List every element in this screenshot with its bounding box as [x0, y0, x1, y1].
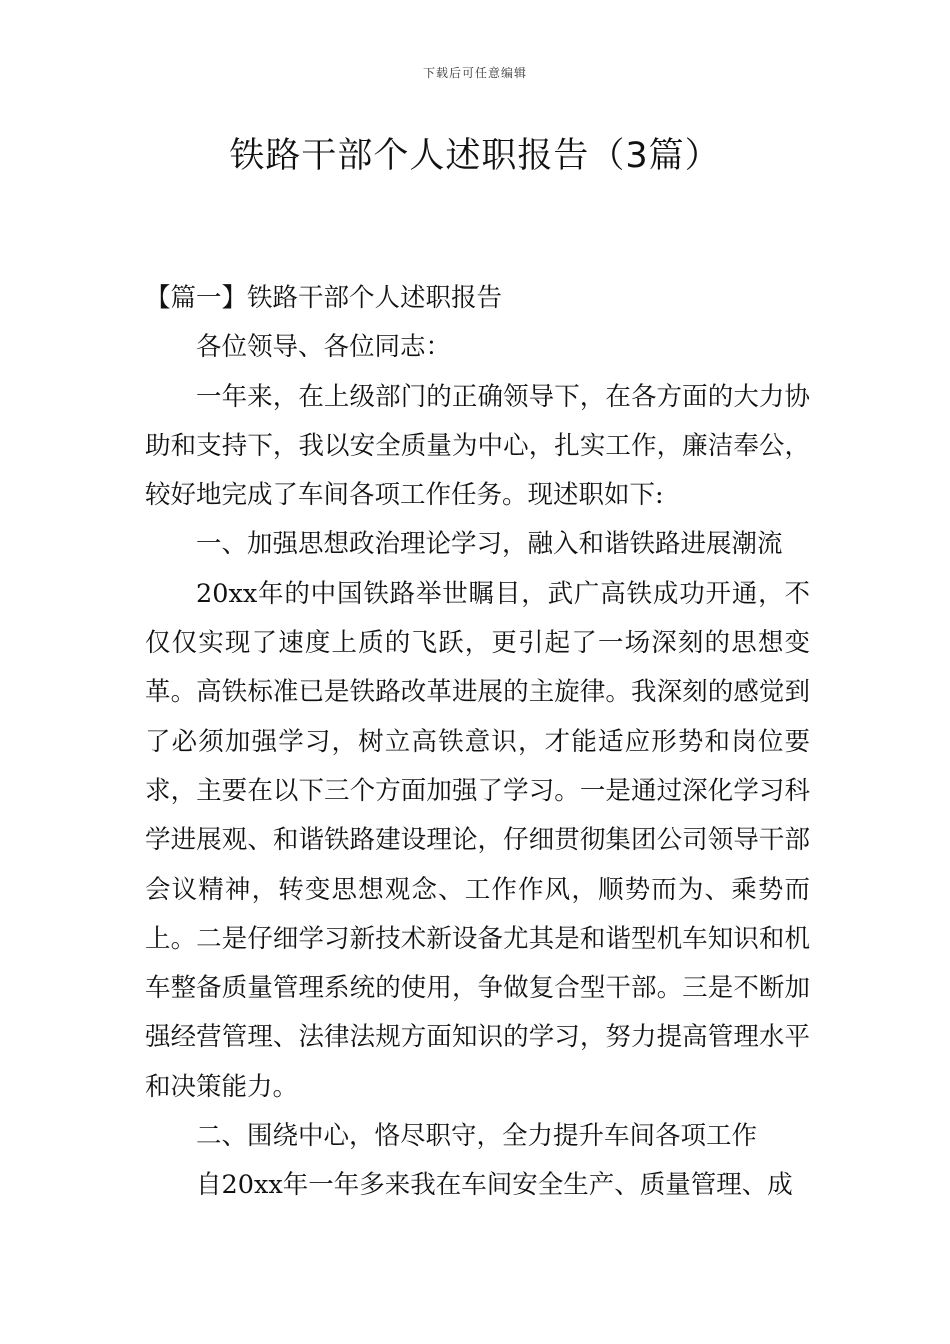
section-heading: 【篇一】铁路干部个人述职报告 — [145, 283, 503, 313]
paragraph-intro: 一年来，在上级部门的正确领导下，在各方面的大力协助和支持下，我以安全质量为中心，扎实工作，廉洁奉公，较好地完成了车间各项工作任务。现述职如下: — [145, 381, 810, 511]
paragraph-study: 20xx年的中国铁路举世瞩目，武广高铁成功开通，不仅仅实现了速度上质的飞跃，更引起了一场深刻的思想变革。高铁标准已是铁路改革进展的主旋律。我深刻的感觉到了必须加强学习，树立高铁意识，才能适应形势和岗位要求，主要在以下三个方面加强了学习。一是通过深化学习科学进展观、和谐铁路建设理论，仔细贯彻集团公司领导干部会议精神，转变思想观念、工作作风，顺势而为、乘势而上。二是仔细学习新技术新设备尤其是和谐型机车知识和机车整备质量管理系统的使用，争做复合型干部。三是不断加强经营管理、法律法规方面知识的学习，努力提高管理水平和决策能力。 — [145, 578, 810, 1102]
subheading-two: 二、围绕中心，恪尽职守，全力提升车间各项工作 — [196, 1121, 758, 1152]
document-title: 铁路干部个人述职报告（3篇） — [229, 136, 721, 176]
subheading-one: 一、加强思想政治理论学习，融入和谐铁路进展潮流 — [196, 529, 783, 560]
document-body — [145, 274, 810, 1211]
paragraph-work: 自20xx年一年多来我在车间安全生产、质量管理、成 — [196, 1170, 793, 1201]
header-note: 下载后可任意编辑 — [422, 66, 527, 80]
salutation: 各位领导、各位同志： — [196, 332, 452, 363]
